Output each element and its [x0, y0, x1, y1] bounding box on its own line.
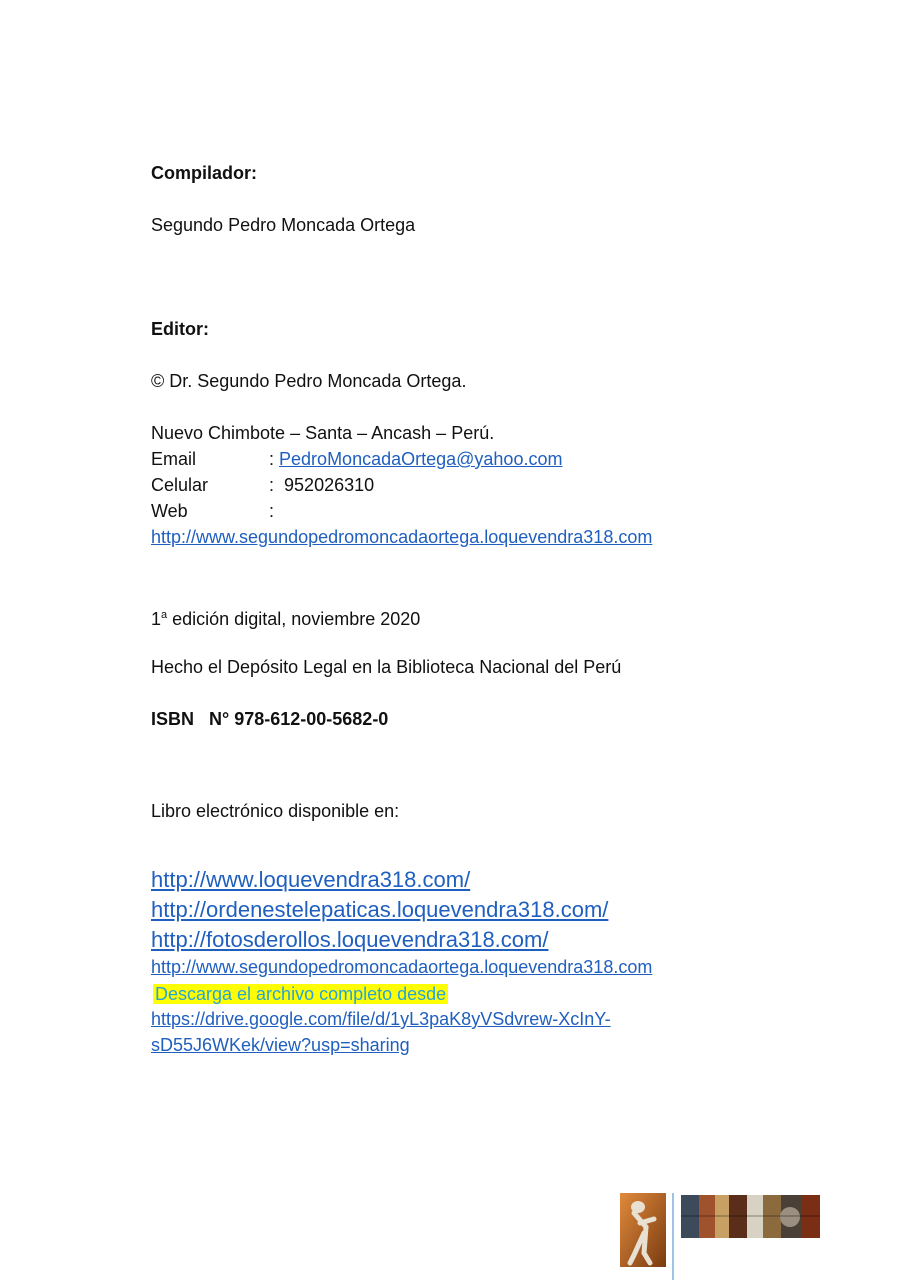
edition-line	[151, 604, 420, 630]
edition-number: 1	[151, 609, 162, 629]
isbn: ISBN N° 978-612-00-5682-0	[151, 709, 389, 729]
editor-heading: Editor:	[151, 319, 209, 339]
phone-label: Celular	[151, 475, 209, 495]
web-separator: :	[269, 501, 275, 521]
figurine-image	[620, 1193, 666, 1267]
available-heading: Libro electrónico disponible en:	[151, 801, 400, 821]
phone-value: 952026310	[284, 475, 375, 495]
email-row	[151, 448, 562, 470]
web-row	[151, 500, 274, 522]
editor-address: Nuevo Chimbote – Santa – Ancash – Perú.	[151, 423, 495, 443]
web-label: Web	[151, 501, 188, 521]
web-link[interactable]: http://www.segundopedromoncadaortega.loquevendra318.com	[151, 527, 653, 547]
editor-copyright-line: © Dr. Segundo Pedro Moncada Ortega.	[151, 371, 467, 391]
legal-deposit: Hecho el Depósito Legal en la Biblioteca Nacional del Perú	[151, 657, 622, 677]
edition-text: edición digital, noviembre 2020	[167, 609, 421, 629]
available-link-4[interactable]: http://www.segundopedromoncadaortega.loquevendra318.com	[151, 957, 653, 977]
email-link[interactable]: PedroMoncadaOrtega@yahoo.com	[279, 449, 563, 469]
available-link-3[interactable]: http://fotosderollos.loquevendra318.com/	[151, 927, 549, 952]
phone-separator: :	[269, 475, 275, 495]
edition-superscript: a	[161, 609, 168, 621]
collage-image	[681, 1195, 820, 1238]
drive-link-line-2[interactable]: sD55J6WKek/view?usp=sharing	[151, 1035, 410, 1055]
email-separator: :	[269, 449, 275, 469]
phone-row	[151, 474, 374, 496]
footer-divider	[672, 1193, 674, 1280]
available-link-2[interactable]: http://ordenestelepaticas.loquevendra318.com/	[151, 897, 609, 922]
compiler-name: Segundo Pedro Moncada Ortega	[151, 215, 416, 235]
email-label: Email	[151, 449, 197, 469]
available-link-1[interactable]: http://www.loquevendra318.com/	[151, 867, 471, 892]
download-label: Descarga el archivo completo desde	[155, 984, 447, 1004]
drive-link-line-1[interactable]: https://drive.google.com/file/d/1yL3paK8yVSdvrew-XcInY-	[151, 1009, 611, 1029]
compiler-heading: Compilador:	[151, 163, 257, 183]
